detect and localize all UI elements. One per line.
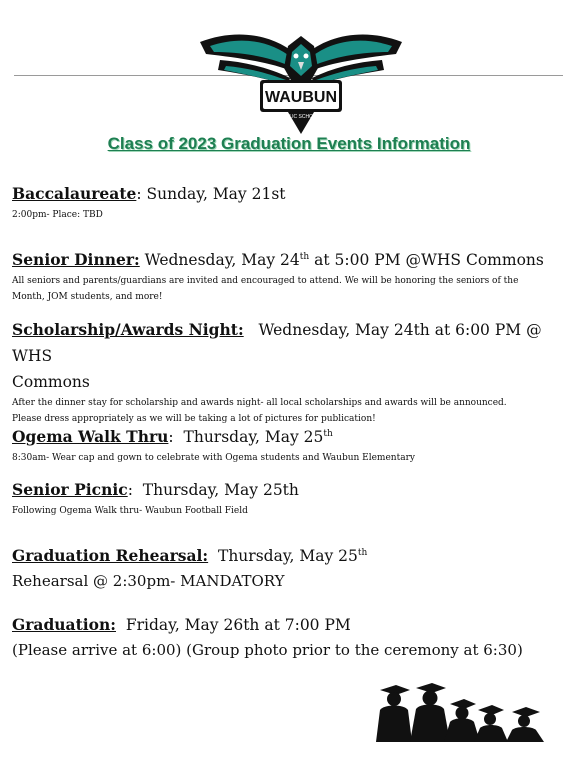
event-separator: : bbox=[136, 185, 147, 203]
event-label: Baccalaureate bbox=[12, 184, 137, 203]
event-baccalaureate bbox=[12, 181, 568, 223]
event-scholarship-awards bbox=[12, 317, 568, 427]
event-subtext-2: Please dress appropriately as we will be taking a lot of pictures for publication! bbox=[12, 414, 376, 424]
event-line-2: Rehearsal @ 2:30pm- MANDATORY bbox=[12, 572, 285, 591]
event-graduation-rehearsal bbox=[12, 540, 568, 593]
event-ogema-walk-thru: Ogema Walk Thru: Thursday, May 25th 8:30am- Wear cap and gown to celebrate with Ogema students and Waubun Elementary bbox=[12, 421, 568, 466]
event-detail-rest: at 5:00 PM @WHS Commons bbox=[309, 251, 544, 270]
page-title: Class of 2023 Graduation Events Information bbox=[107, 134, 471, 153]
event-detail: Wednesday, May 24th at 6:00 PM @ WHS bbox=[12, 321, 542, 365]
logo-tagline: PUBLIC SCHOOLS bbox=[279, 114, 323, 120]
event-label: Senior Picnic bbox=[12, 480, 128, 499]
event-graduation bbox=[12, 612, 568, 662]
event-detail: Friday, May 26th at 7:00 PM bbox=[125, 616, 351, 634]
event-detail-sup: th bbox=[299, 252, 310, 262]
event-subtext-1: After the dinner stay for scholarship and awards night- all local scholarships and awards will be announced. bbox=[12, 398, 507, 408]
graduates-silhouette-icon bbox=[372, 682, 550, 742]
event-subtext: 2:00pm- Place: TBD bbox=[12, 210, 103, 220]
event-detail: Thursday, May 25 bbox=[217, 547, 358, 566]
event-detail: Thursday, May 25 bbox=[183, 428, 324, 447]
event-label: Scholarship/Awards Night: bbox=[12, 320, 244, 339]
event-detail: Thursday, May 25th bbox=[142, 481, 299, 499]
event-label: Senior Dinner: bbox=[12, 250, 140, 270]
event-detail-sup: th bbox=[357, 548, 368, 558]
event-subtext-2: Month, JOM students, and more! bbox=[12, 292, 163, 303]
logo-name: WAUBUN bbox=[265, 89, 337, 106]
event-subtext: 8:30am- Wear cap and gown to celebrate with Ogema students and Waubun Elementary bbox=[12, 453, 415, 464]
event-detail: Wednesday, May 24 bbox=[139, 251, 300, 270]
eagle-icon bbox=[196, 22, 406, 138]
event-label: Graduation: bbox=[12, 615, 116, 634]
event-label: Ogema Walk Thru bbox=[12, 427, 169, 447]
school-logo bbox=[196, 22, 406, 138]
event-detail-2: Commons bbox=[12, 373, 90, 391]
event-subtext: Following Ogema Walk thru- Waubun Football Field bbox=[12, 506, 248, 516]
event-detail: Sunday, May 21st bbox=[146, 185, 286, 203]
event-line-2: (Please arrive at 6:00) (Group photo prior to the ceremony at 6:30) bbox=[12, 641, 523, 659]
event-label: Graduation Rehearsal: bbox=[12, 546, 209, 566]
event-detail-sup: th bbox=[323, 429, 333, 439]
event-senior-dinner bbox=[12, 244, 568, 305]
event-subtext-1: All seniors and parents/guardians are invited and encouraged to attend. We will be honoring the seniors of the bbox=[12, 276, 519, 287]
event-senior-picnic: Senior Picnic: Thursday, May 25th Following Ogema Walk thru- Waubun Football Field bbox=[12, 477, 568, 519]
